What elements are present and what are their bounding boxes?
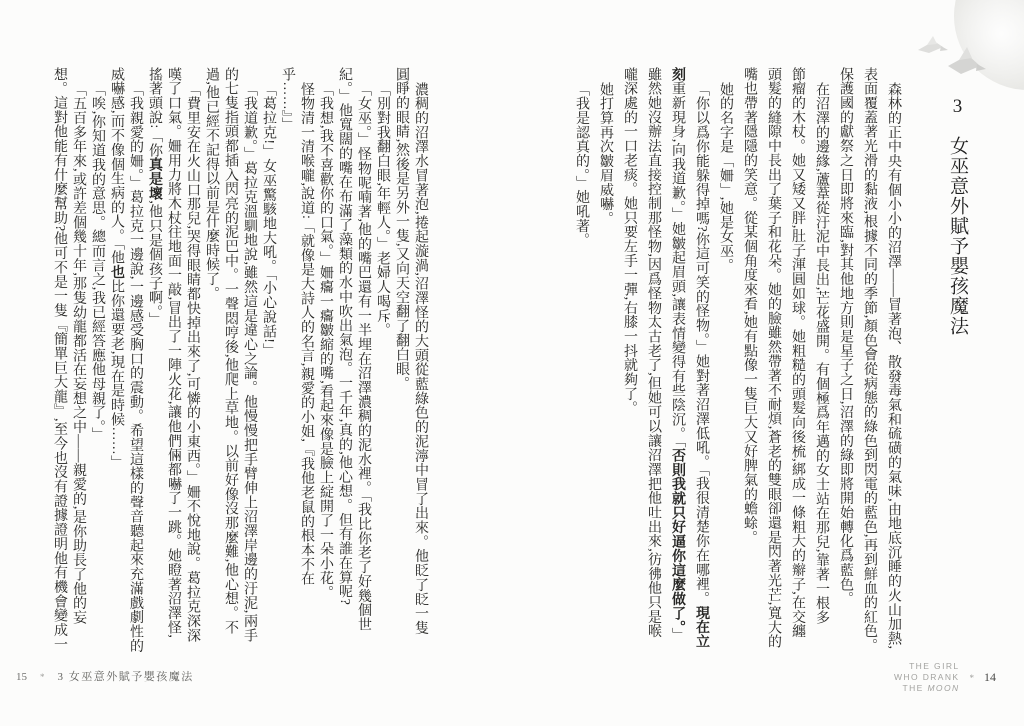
body-text: 節瘤的木杖。她又矮又胖,肚子渾圓如球。她粗糙的頭髮向後梳,綁成一條粗大的辮子,在交纏 bbox=[790, 67, 805, 639]
running-chapter-title: 3 女巫意外賦予嬰孩魔法 bbox=[57, 671, 194, 683]
body-text: 「我親愛的姍。」葛拉克一邊說,一邊感受胸口的震動。希望這樣的聲音聽起來充滿戲劇性的 bbox=[128, 81, 143, 653]
body-text: 她的名字是「姍」,她是女巫。 bbox=[718, 81, 733, 272]
text-column bbox=[617, 67, 641, 683]
text-column bbox=[50, 67, 69, 683]
text-column bbox=[335, 67, 354, 683]
book-title-moon-word: MOON bbox=[927, 683, 960, 693]
chapter-number: 3 bbox=[947, 96, 968, 117]
body-text: 的七隻指頭都插入閃亮的泥巴中。一聲悶哼後,他爬上草地。以前好像沒那麼難,他心想。不 bbox=[223, 67, 238, 635]
body-text: 過,他已經不記得以前是什麼時候了。 bbox=[204, 67, 219, 301]
body-text: 「我是認真的。」她吼著。 bbox=[574, 81, 589, 247]
body-text: ,他只是個孩子啊。」 bbox=[147, 200, 162, 327]
body-text: 森林的正中央有個小小的沼澤——冒著泡、散發毒氣和硫磺的氣味,由地底沉睡的火山加熱, bbox=[886, 81, 901, 649]
text-column bbox=[297, 67, 316, 683]
text-column bbox=[88, 67, 107, 683]
text-column bbox=[665, 67, 689, 683]
footer-right bbox=[894, 661, 996, 694]
crane-icon bbox=[918, 36, 948, 53]
body-text: 「我道歉。」葛拉克溫馴地說,雖然這是違心之論。他慢慢把手臂伸上沼澤岸邊的汙泥,兩手 bbox=[242, 81, 257, 642]
text-column bbox=[809, 67, 833, 683]
text-column bbox=[857, 67, 881, 683]
body-text: 「葛拉克!」女巫驚駭地大吼。「小心說話!」 bbox=[261, 81, 276, 358]
text-column bbox=[145, 67, 164, 683]
page-number-left: 15 bbox=[16, 671, 27, 683]
text-column bbox=[69, 67, 88, 683]
body-text: 濃稠的沼澤水冒著泡,捲起漩渦,沼澤怪的大頭從藍綠色的泥濘中冒了出來。他眨了眨一隻 bbox=[413, 81, 428, 635]
body-text: 比你還要老,現在是時候……」 bbox=[109, 279, 124, 470]
text-column bbox=[373, 67, 392, 683]
page-left-text bbox=[50, 67, 430, 683]
text-column bbox=[785, 67, 809, 683]
text-column bbox=[881, 67, 905, 683]
body-text: 「別對我翻白眼,年輕人。」老婦人喝斥。 bbox=[375, 81, 390, 337]
body-text: 威嚇感,而不像個生病的人。「他 bbox=[109, 67, 124, 265]
body-text: 紀。」他寬闊的嘴在布滿了藻類的水中吹出氣泡。一千年,真的,他心想。但有誰在算呢? bbox=[337, 67, 352, 606]
chapter-title: 女巫意外賦予嬰孩魔法 bbox=[947, 136, 968, 336]
body-text: 想。這對他能有什麼幫助?他可不是一隻『簡單巨大龍』,至今也沒有證據證明他有機會變成一 bbox=[52, 67, 67, 652]
body-text: 「唉,你知道我的意思。總而言之,我已經答應他母親了。」 bbox=[90, 81, 105, 441]
text-column bbox=[641, 67, 665, 683]
body-text: 嘆了口氣。姍用力將木杖往地面一敲,冒出了一陣火花,讓他們倆都嚇了一跳。她瞪著沼澤怪, bbox=[166, 67, 181, 639]
body-text: 乎……』」 bbox=[280, 67, 295, 132]
body-text: 搖著頭說:「你 bbox=[147, 67, 162, 158]
body-text: 雖然她沒辦法直接控制那怪物,因爲怪物太古老了,但她可以讓沼澤把他吐出來,彷彿他只是喉 bbox=[646, 67, 661, 639]
text-column bbox=[713, 67, 737, 683]
body-text: 怪物清一清喉嚨,說道:「就像是大詩人的名言,親愛的小姐,『我他老鼠的根本不在 bbox=[299, 81, 314, 586]
text-column bbox=[689, 67, 713, 683]
body-text: 在沼澤的邊緣,蘆葦從汙泥中長出,芒花盛開。有個極爲年邁的女士站在那兒,靠著一根多 bbox=[814, 81, 829, 624]
body-text: 表面覆蓋著光滑的黏液,根據不同的季節,顏色會從病態的綠色到閃電的藍色,再到鮮血的紅色。 bbox=[862, 67, 877, 653]
book-title-line: WHO DRANK bbox=[894, 672, 960, 682]
text-column bbox=[240, 67, 259, 683]
asterisk-separator-icon: * bbox=[969, 672, 974, 683]
book-title-line: THE GIRL bbox=[909, 661, 960, 671]
asterisk-separator-icon: * bbox=[40, 672, 45, 682]
book-title bbox=[894, 661, 960, 694]
body-text: 她打算再次皺眉威嚇。 bbox=[598, 81, 613, 225]
text-column bbox=[411, 67, 430, 683]
body-text: 「你以爲你能躲得掉嗎?你這可笑的怪物。」她對著沼澤低吼。「我很清楚你在哪裡。 bbox=[694, 81, 709, 606]
body-text: 重新現身,向我道歉。」她皺起眉頭,讓表情變得有些陰沉。「 bbox=[670, 81, 685, 449]
page-number-right: 14 bbox=[984, 670, 996, 684]
text-column bbox=[569, 67, 593, 683]
emphasized-text: 否則我就只好逼你這麼做了。 bbox=[670, 448, 685, 628]
text-column bbox=[126, 67, 145, 683]
chapter-heading-column bbox=[944, 96, 971, 516]
text-column bbox=[259, 67, 278, 683]
text-column bbox=[202, 67, 221, 683]
text-column bbox=[164, 67, 183, 683]
text-column bbox=[354, 67, 373, 683]
text-column bbox=[737, 67, 761, 683]
text-column bbox=[392, 67, 411, 683]
page-right-text bbox=[569, 67, 905, 683]
paper-crane-icons bbox=[914, 34, 992, 84]
body-text: 嚨深處的一口老痰。她只要左手一彈,右膝一抖就夠了。 bbox=[622, 67, 637, 416]
body-text: 頭髮的縫隙中長出了葉子和花朵。她的臉雖然帶著不耐煩,蒼老的雙眼卻還是閃著光芒,寬大的 bbox=[766, 67, 781, 649]
footer-left bbox=[16, 668, 194, 684]
body-text: 「我想,我不喜歡你的口氣。」姍癟一癟皺縮的嘴,看起來像是臉上綻開了一朵小花。 bbox=[318, 81, 333, 599]
body-text: 「五百多年來,或許差個幾十年,那隻幼龍都活在妄想之中——親愛的,是你助長了他的妄 bbox=[71, 81, 86, 624]
emphasized-text: 也 bbox=[109, 264, 124, 280]
body-text: 」 bbox=[670, 627, 685, 643]
text-column bbox=[278, 67, 297, 683]
text-column bbox=[761, 67, 785, 683]
text-column bbox=[183, 67, 202, 683]
body-text: 保護國的獻祭之日即將來臨,對其他地方則是星子之日,沼澤的綠即將開始轉化爲藍色。 bbox=[838, 67, 853, 606]
text-column bbox=[107, 67, 126, 683]
emphasized-text: 真是壞 bbox=[147, 157, 162, 201]
body-text: 嘴也帶著隱隱的笑意。從某個角度來看,她有點像一隻巨大又好脾氣的蟾蜍。 bbox=[742, 67, 757, 545]
book-title-line: THE MOON bbox=[902, 683, 960, 693]
body-text: 「女巫。」怪物呢喃著,他的嘴巴還有一半埋在沼澤濃稠的泥水裡。「我比你老了好幾個世 bbox=[356, 81, 371, 631]
emphasized-text: 刻 bbox=[670, 67, 685, 82]
body-text: 圓睜的眼睛,然後是另外一隻,又向天空翻了翻白眼。 bbox=[394, 67, 409, 391]
emphasized-text: 現在立 bbox=[694, 605, 709, 649]
chapter-heading bbox=[944, 96, 971, 516]
crane-icon bbox=[948, 47, 986, 74]
text-column bbox=[221, 67, 240, 683]
text-column bbox=[833, 67, 857, 683]
text-column bbox=[593, 67, 617, 683]
text-column bbox=[316, 67, 335, 683]
body-text: 「費里安在火山口那兒,哭得眼睛都快掉出來了,可憐的小東西。」姍不悅地說。葛拉克深深 bbox=[185, 81, 200, 642]
